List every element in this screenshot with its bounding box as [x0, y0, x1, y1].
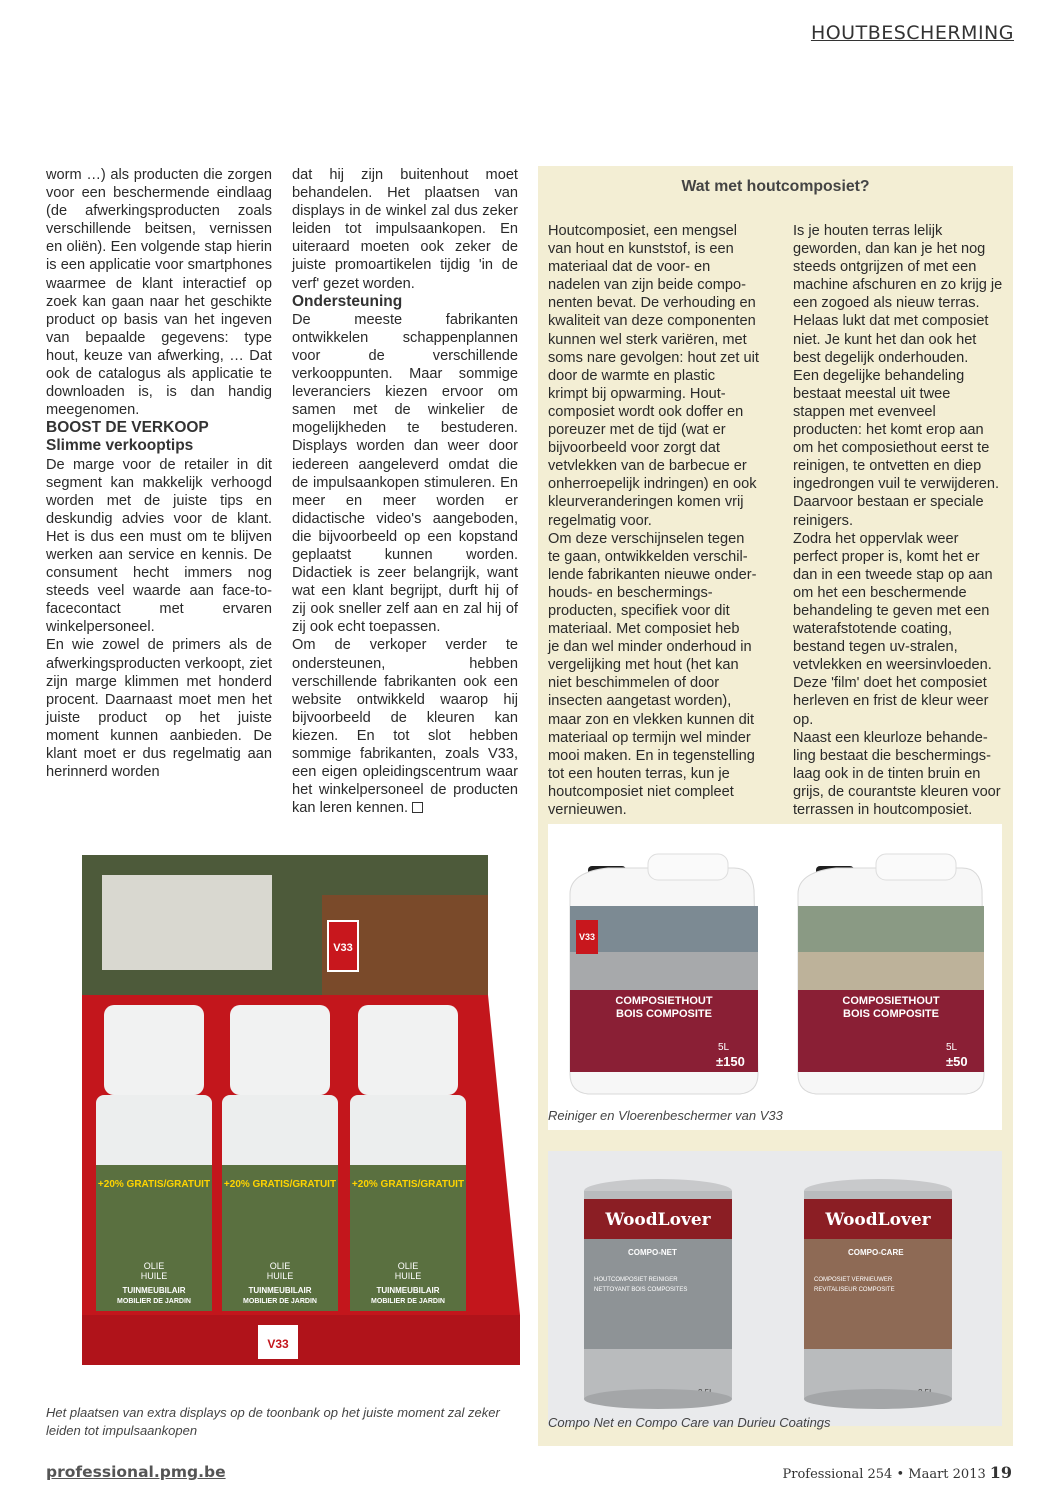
section-tag: HOUTBESCHERMING [810, 22, 1014, 44]
tin2-name: COMPO-CARE [848, 1248, 904, 1257]
bottle3-promo: +20% GRATIS/GRATUIT [351, 1179, 465, 1190]
sidebar-left-line: soms nare gevolgen: hout zet uit [548, 349, 759, 366]
bottle2-promo: +20% GRATIS/GRATUIT [223, 1179, 337, 1190]
sidebar-left-line: nadelen van zijn beide compo- [548, 277, 746, 294]
sidebar-left-line: Om deze verschijnselen tegen [548, 530, 745, 547]
bottle1-l1: OLIE [143, 1261, 165, 1271]
can1-volume: 5L [718, 1042, 730, 1053]
photo1-caption: Reiniger en Vloerenbeschermer van V33 [548, 1108, 783, 1123]
sidebar-right-line: Een degelijke behandeling [793, 367, 965, 384]
sidebar-right-line: Deze 'film' doet het composiet [793, 675, 987, 692]
sidebar-left-line: van hout en kunststof, is een [548, 241, 734, 258]
col2-paragraph-3: Om de verkoper verder te ondersteunen, hebben verschillende fabrikanten ook een website ontwikkeld waarop hij bijvoorbeeld de kleuren kan kiezen. En tot slot hebben sommige fabrikanten, zoals V33, een eigen opleidingscentrum waar het winkelpersoneel de producten kan leren kennen. [292, 637, 518, 817]
sidebar-left-line: lende fabrikanten nieuwe onder- [548, 566, 757, 583]
page-number: 19 [989, 1463, 1012, 1482]
tin-compo-care [804, 1179, 952, 1409]
sidebar-right-line: producten: het komt erop aan [793, 422, 984, 439]
sidebar-right-line: Daarvoor bestaan er speciale [793, 494, 984, 511]
sidebar-right-line: best degelijk onderhouden. [793, 349, 969, 366]
sidebar-left-column [548, 222, 776, 819]
sidebar-right-line: laag ook in de tinten bruin en [793, 765, 981, 782]
sidebar-left-line: houds- en beschermings- [548, 584, 713, 601]
sidebar-right-line: Naast een kleurloze behande- [793, 729, 988, 746]
sidebar-right-line: behandeling te geven met een [793, 602, 990, 619]
sidebar-left-line: te gaan, ontwikkelden verschil- [548, 548, 748, 565]
tin2-label-1: COMPOSIET VERNIEUWER [814, 1277, 893, 1283]
tin1-brand: WoodLover [605, 1210, 711, 1230]
sidebar-right-line: niet. Je kunt het dan ook het [793, 331, 977, 348]
sidebar-right-line: waterafstotende coating, [793, 621, 953, 638]
tin-compo-net [584, 1179, 732, 1409]
tin1-label-2: NETTOYANT BOIS COMPOSITES [594, 1287, 688, 1293]
bottle3-l3: TUINMEUBILAIR [376, 1286, 440, 1295]
tray-logo: V33 [267, 1337, 289, 1351]
can2-label-2: BOIS COMPOSITE [843, 1008, 939, 1020]
can2-label-1: COMPOSIETHOUT [842, 995, 940, 1007]
sidebar-left-line: materiaal op termijn wel minder [548, 729, 751, 746]
sidebar-left-line: composiet wordt ook doffer en [548, 403, 744, 420]
sidebar-right-line: Is je houten terras lelijk [793, 223, 943, 239]
photo-v33-cans [548, 824, 1002, 1130]
sidebar-left-line: tot een houten terras, kun je [548, 765, 730, 782]
sidebar-left-line: Houtcomposiet, een mengsel [548, 223, 738, 239]
bottle3-l2: HUILE [394, 1271, 422, 1281]
sidebar-right-line: om het composiethout eerst te [793, 440, 990, 457]
sidebar-left-line: onherroepelijk indringen) en ook [548, 476, 757, 493]
sidebar-right-line: Helaas lukt dat met composiet [793, 313, 989, 330]
sidebar-left-line: krimpt bij opwarming. Hout- [548, 385, 726, 402]
can-reiniger [570, 854, 758, 1094]
v33-display-illustration [82, 855, 520, 1393]
tin2-brand: WoodLover [825, 1210, 931, 1230]
sidebar-right-line: bestaat meestal uit twee [793, 385, 951, 402]
sidebar-right-line: perfect proper is, komt het er [793, 548, 980, 565]
sidebar-right-line: geworden, dan kan je het nog [793, 241, 986, 258]
sidebar-right-line: reinigen, te ontvetten en diep [793, 458, 982, 475]
sidebar-right-line: stappen met evenveel [793, 403, 936, 420]
col1-paragraph-2: De marge voor de retailer in dit segment kan makkelijk verhoogd worden met de juiste tips en deskundig advies voor de klant. Het is dus een must om te blijven werken aan service en kennis. De consument hecht immers nog steeds veel waarde aan face-to-facecontact met ervaren winkelpersoneel. [46, 456, 272, 636]
sidebar-right-line: dan in een tweede stap op aan [793, 566, 993, 583]
ondersteuning-subheading: Ondersteuning [292, 292, 403, 310]
sidebar-right-line: om het een beschermende [793, 584, 967, 601]
footer-site[interactable]: professional.pmg.be [46, 1463, 226, 1481]
bottle2-l2: HUILE [266, 1271, 294, 1281]
can1-coverage: ±150 [716, 1054, 745, 1069]
can1-label-2: BOIS COMPOSITE [616, 1008, 712, 1020]
sidebar-left-line: niet beschimmelen of door [548, 675, 720, 692]
col1-paragraph-3: En wie zowel de primers als de afwerkingsproducten verkoopt, ziet zijn marge klimmen met honderd procent. Daarnaast moet men het juiste product op het juiste moment kunnen aanbieden. De klant moet er dus regelmatig aan herinnerd worden [46, 637, 272, 781]
bottle1-l4: MOBILIER DE JARDIN [117, 1298, 191, 1305]
sidebar-right-line: terrassen in houtcomposiet. [793, 802, 973, 818]
sidebar-right-line: ingedrongen vuil te verwijderen. [793, 476, 1000, 493]
can-vernieuwer [798, 854, 984, 1094]
sidebar-right-line: machine afschuren en zo krijg je [793, 277, 1003, 294]
bottle3-l4: MOBILIER DE JARDIN [371, 1298, 445, 1305]
sidebar-right-line: steeds ontgrijzen of met een [793, 259, 977, 276]
photo-v33-display [82, 855, 520, 1393]
bottle3-l1: OLIE [397, 1261, 419, 1271]
v33-cans-illustration [548, 824, 1002, 1130]
sidebar-left-line: vernieuwen. [548, 802, 627, 818]
sidebar-right-line: bestand tegen uv-stralen, [793, 639, 958, 656]
photo2-caption: Compo Net en Compo Care van Durieu Coatings [548, 1415, 831, 1430]
sidebar-left-line: je dan wel minder onderhoud in [548, 639, 752, 656]
bottle-row [96, 1095, 466, 1311]
sidebar-left-line: materiaal dat de voor- en [548, 259, 711, 276]
backdrop-logo: V33 [333, 942, 353, 954]
tin1-label-1: HOUTCOMPOSIET REINIGER [594, 1277, 678, 1283]
sidebar-right-line: een zogoed als nieuw terras. [793, 295, 980, 312]
woodlover-tins-illustration [548, 1151, 1002, 1426]
article-column-1 [46, 166, 272, 781]
boost-heading: BOOST DE VERKOOP [46, 419, 209, 437]
bottle2-l1: OLIE [269, 1261, 291, 1271]
tips-subheading: Slimme verkooptips [46, 437, 194, 455]
can1-label-1: COMPOSIETHOUT [615, 995, 713, 1007]
sidebar-right-line: grijs, de courantste kleuren voor [793, 783, 1001, 800]
tin1-name: COMPO-NET [628, 1248, 677, 1257]
sidebar-left-line: nenten bevat. De verhouding en [548, 295, 756, 312]
bottle2-l3: TUINMEUBILAIR [248, 1286, 312, 1295]
sidebar-left-line: kwaliteit van deze componenten [548, 313, 756, 330]
sidebar-left-line: vetvlekken van de barbecue er [548, 458, 747, 475]
display-caption: Het plaatsen van extra displays op de toonbank op het juiste moment zal zeker leiden tot impulsaankopen [46, 1405, 500, 1438]
sidebar-left-line: vergelijking met hout (het kan [548, 657, 739, 674]
sidebar-title: Wat met houtcomposiet? [681, 178, 870, 195]
sidebar-right-line: vetvlekken en weersinvloeden. [793, 657, 992, 674]
bottle1-l2: HUILE [140, 1271, 168, 1281]
bottle1-l3: TUINMEUBILAIR [122, 1286, 186, 1295]
bottle2-l4: MOBILIER DE JARDIN [243, 1298, 317, 1305]
sidebar-right-line: op. [793, 711, 814, 728]
photo-woodlover-tins [548, 1151, 1002, 1426]
sidebar-left-line: mooi maken. En in tegenstelling [548, 747, 755, 764]
sidebar-right-line: herleven en frist de kleur weer [793, 693, 989, 710]
col2-paragraph-1: dat hij zijn buitenhout moet behandelen. Het plaatsen van displays in de winkel zal dus zeker leiden tot impulsaankopen. En uiteraard moeten ook zeker de juiste promoartikelen tijdig 'in de verf' gezet worden. [292, 167, 518, 292]
sidebar-left-line: door de warmte en plastic [548, 367, 716, 384]
footer-issue [782, 1463, 1012, 1482]
sidebar-right-line: ling bestaat die beschermings- [793, 747, 991, 764]
sidebar-left-line: bijvoorbeeld voor zorgt dat [548, 440, 720, 457]
sidebar-right-line: Zodra het oppervlak weer [793, 530, 959, 547]
footer-issue-text: Professional 254 • Maart 2013 [782, 1467, 986, 1482]
sidebar-left-line: houtcomposiet niet compleet [548, 783, 734, 800]
col2-paragraph-2: De meeste fabrikanten ontwikkelen schappenplannen voor de verschillende verkooppunten. Maar sommige leveranciers kiezen ervoor om samen met de winkelier de mogelijkheden te bestuderen. Displays worden dan weer door iedereen aangeleverd omdat die de impulsaankopen stimuleren. En meer en meer worden er didactische video's aangeboden, die bijvoorbeeld op een kopstand geplaatst kunnen worden. Didactiek is zeer belangrijk, want wat een klant begrijpt, durft hij of zij ook sneller zelf aan en zal hij of zij ook echt toepassen. [292, 311, 518, 636]
can2-volume: 5L [946, 1042, 958, 1053]
sidebar-right-column [793, 222, 1011, 819]
sidebar-left-line: kleurveranderingen komen vrij [548, 494, 744, 511]
col1-paragraph-1: worm …) als producten die zorgen voor een beschermende eindlaag (de afwerkingsproducten zoals verschillende beitsen, vernissen en oliën). Een volgende stap hierin is een applicatie voor smartphones waarmee de klant interactief op zoek kan gaan naar het geschikte product op basis van het ingeven van bepaalde gegevens: type hout, keuze van afwerking, … Dat ook de catalogus als applicatie te downloaden is, is dan handig meegenomen. [46, 167, 272, 419]
sidebar-left-line: producten, specifiek voor dit [548, 602, 730, 619]
sidebar-right-line: reinigers. [793, 512, 854, 529]
sidebar-left-line: regelmatig voor. [548, 512, 652, 529]
sidebar-left-line: insecten aangetast worden), [548, 693, 732, 710]
sidebar-left-line: poreuzer met de tijd (wat er [548, 422, 726, 439]
sidebar-left-line: kunnen wel sterk variëren, met [548, 331, 747, 348]
bottle1-promo: +20% GRATIS/GRATUIT [97, 1179, 211, 1190]
end-mark-icon [412, 802, 423, 813]
can1-logo: V33 [578, 932, 596, 942]
article-column-2 [292, 166, 518, 817]
sidebar-left-line: maar zon en vlekken kunnen dit [548, 711, 755, 728]
tin2-label-2: REVITALISEUR COMPOSITE [814, 1287, 895, 1293]
sidebar-left-line: materiaal. Met composiet heb [548, 621, 740, 638]
can2-coverage: ±50 [946, 1054, 968, 1069]
